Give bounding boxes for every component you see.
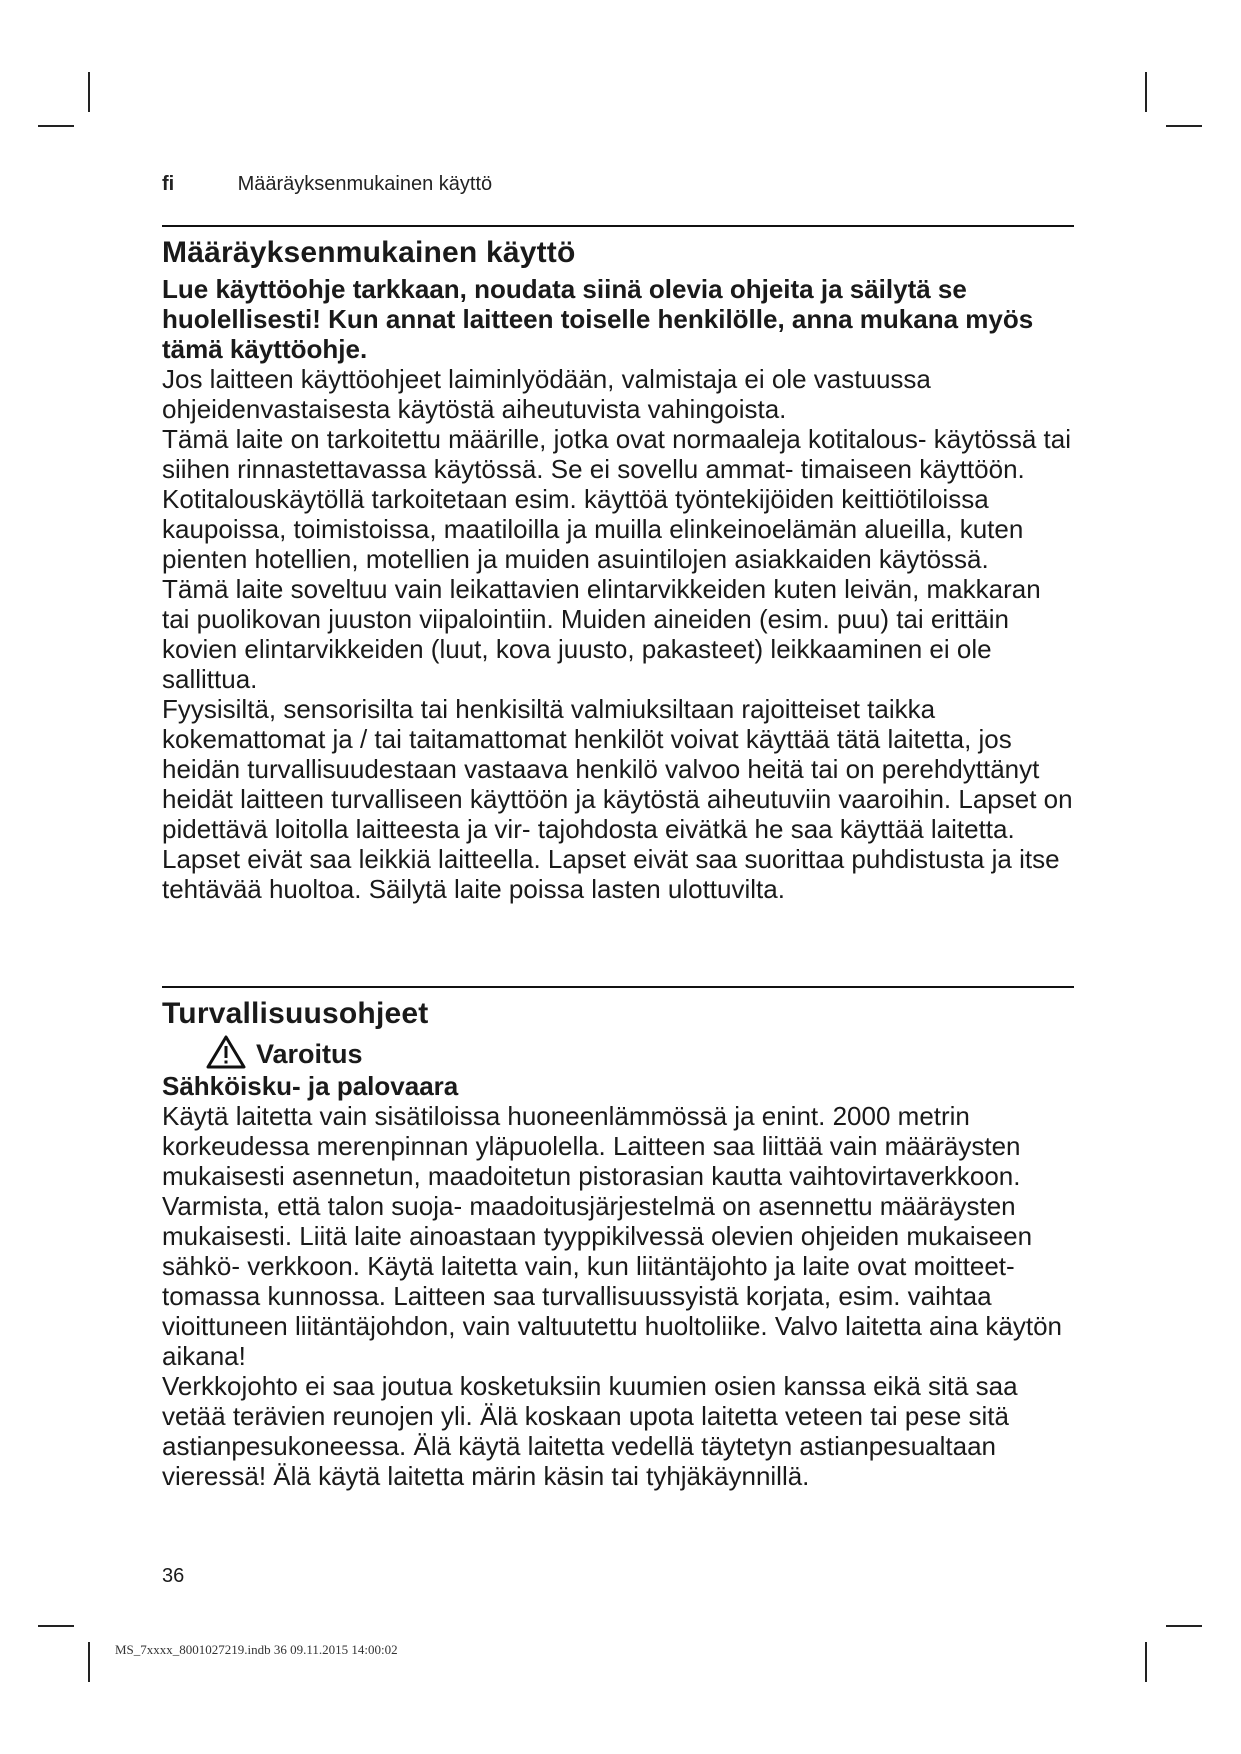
section-safety [162, 997, 1074, 1491]
crop-mark [1145, 1642, 1147, 1682]
hazard-title: Sähköisku- ja palovaara [162, 1071, 459, 1101]
section-title: Turvallisuusohjeet [162, 997, 429, 1030]
section-rule [162, 986, 1074, 988]
section-title: Määräyksenmukainen käyttö [162, 236, 576, 269]
lead-paragraph: Lue käyttöohje tarkkaan, noudata siinä olevia ohjeita ja säilytä se huolellisesti! Kun annat laitteen toiselle henkilölle, anna mukana myös tämä käyttöohje. [162, 274, 1034, 364]
section-rule [162, 225, 1074, 227]
body-paragraph: Tämä laite on tarkoitettu määrille, jotka ovat normaaleja kotitalous- käytössä tai siihen rinnastettavassa käytössä. Se ei sovellu ammat- timaiseen käyttöön. Kotitalouskäytöllä tarkoitetaan esim. käyttöä työntekijöiden keittiötiloissa kaupoissa, toimistoissa, maatiloilla ja muilla elinkeinoelämän alueilla, kuten pienten hotellien, motellien ja muiden asuintilojen asiakkaiden käytössä. [162, 424, 1071, 574]
body-paragraph: Käytä laitetta vain sisätiloissa huoneenlämmössä ja enint. 2000 metrin korkeudessa merenpinnan yläpuolella. Laitteen saa liittää vain määräysten mukaisesti asennetun, maadoitetun pistorasian kautta vaihtovirtaverkkoon. Varmista, että talon suoja- maadoitusjärjestelmä on asennettu määräysten mukaisesti. Liitä laite ainoastaan tyyppikilvessä olevien ohjeiden mukaiseen sähkö- verkkoon. Käytä laitetta vain, kun liitäntäjohto ja laite ovat moitteet- tomassa kunnossa. Laitteen saa turvallisuussyistä korjata, esim. vaihtaa vioittuneen liitäntäjohdon, vain valtuutettu huoltoliike. Valvo laitetta aina käytön aikana! [162, 1101, 1062, 1371]
warning-heading [206, 1037, 1074, 1071]
page-number: 36 [162, 1565, 185, 1587]
crop-mark [38, 125, 74, 127]
body-paragraph: Fyysisiltä, sensorisilta tai henkisiltä valmiuksiltaan rajoitteiset taikka kokemattomat ja / tai taitamattomat henkilöt voivat käyttää tätä laitetta, jos heidän turvallisuudestaan vastaava henkilö valvoo heitä tai on perehdyttänyt heidät laitteen turvalliseen käyttöön ja käytöstä aiheutuviin vaaroihin. Lapset on pidettävä loitolla laitteesta ja vir- tajohdosta eivätkä he saa käyttää laitetta. Lapset eivät saa leikkiä laitteella. Lapset eivät saa suorittaa puhdistusta ja itse tehtävää huoltoa. Säilytä laite poissa lasten ulottuvilta. [162, 694, 1073, 904]
crop-mark [88, 1642, 90, 1682]
crop-mark [38, 1625, 74, 1627]
warning-triangle-icon [206, 1035, 246, 1074]
language-code: fi [162, 173, 175, 195]
body-paragraph: Verkkojohto ei saa joutua kosketuksiin kuumien osien kanssa eikä sitä saa vetää terävien reunojen yli. Älä koskaan upota laitetta veteen tai pese sitä astianpesukoneessa. Älä käytä laitetta vedellä täytetyn astianpesualtaan vieressä! Älä käytä laitetta märin käsin tai tyhjäkäynnillä. [162, 1371, 1018, 1491]
warning-label: Varoitus [256, 1038, 363, 1069]
crop-mark [88, 72, 90, 112]
crop-mark [1166, 125, 1202, 127]
crop-mark [1145, 72, 1147, 112]
section-intended-use [162, 236, 1074, 904]
body-paragraph: Tämä laite soveltuu vain leikattavien elintarvikkeiden kuten leivän, makkaran tai puolikovan juuston viipalointiin. Muiden aineiden (esim. puu) tai erittäin kovien elintarvikkeiden (luut, kova juusto, pakasteet) leikkaaminen ei ole sallittua. [162, 574, 1041, 694]
running-header [162, 173, 492, 196]
print-slug: MS_7xxxx_8001027219.indb 36 09.11.2015 14:00:02 [115, 1642, 398, 1657]
running-title: Määräyksenmukainen käyttö [237, 173, 493, 195]
body-paragraph: Jos laitteen käyttöohjeet laiminlyödään, valmistaja ei ole vastuussa ohjeidenvastaisesta käytöstä aiheutuvista vahingoista. [162, 364, 931, 424]
crop-mark [1166, 1625, 1202, 1627]
